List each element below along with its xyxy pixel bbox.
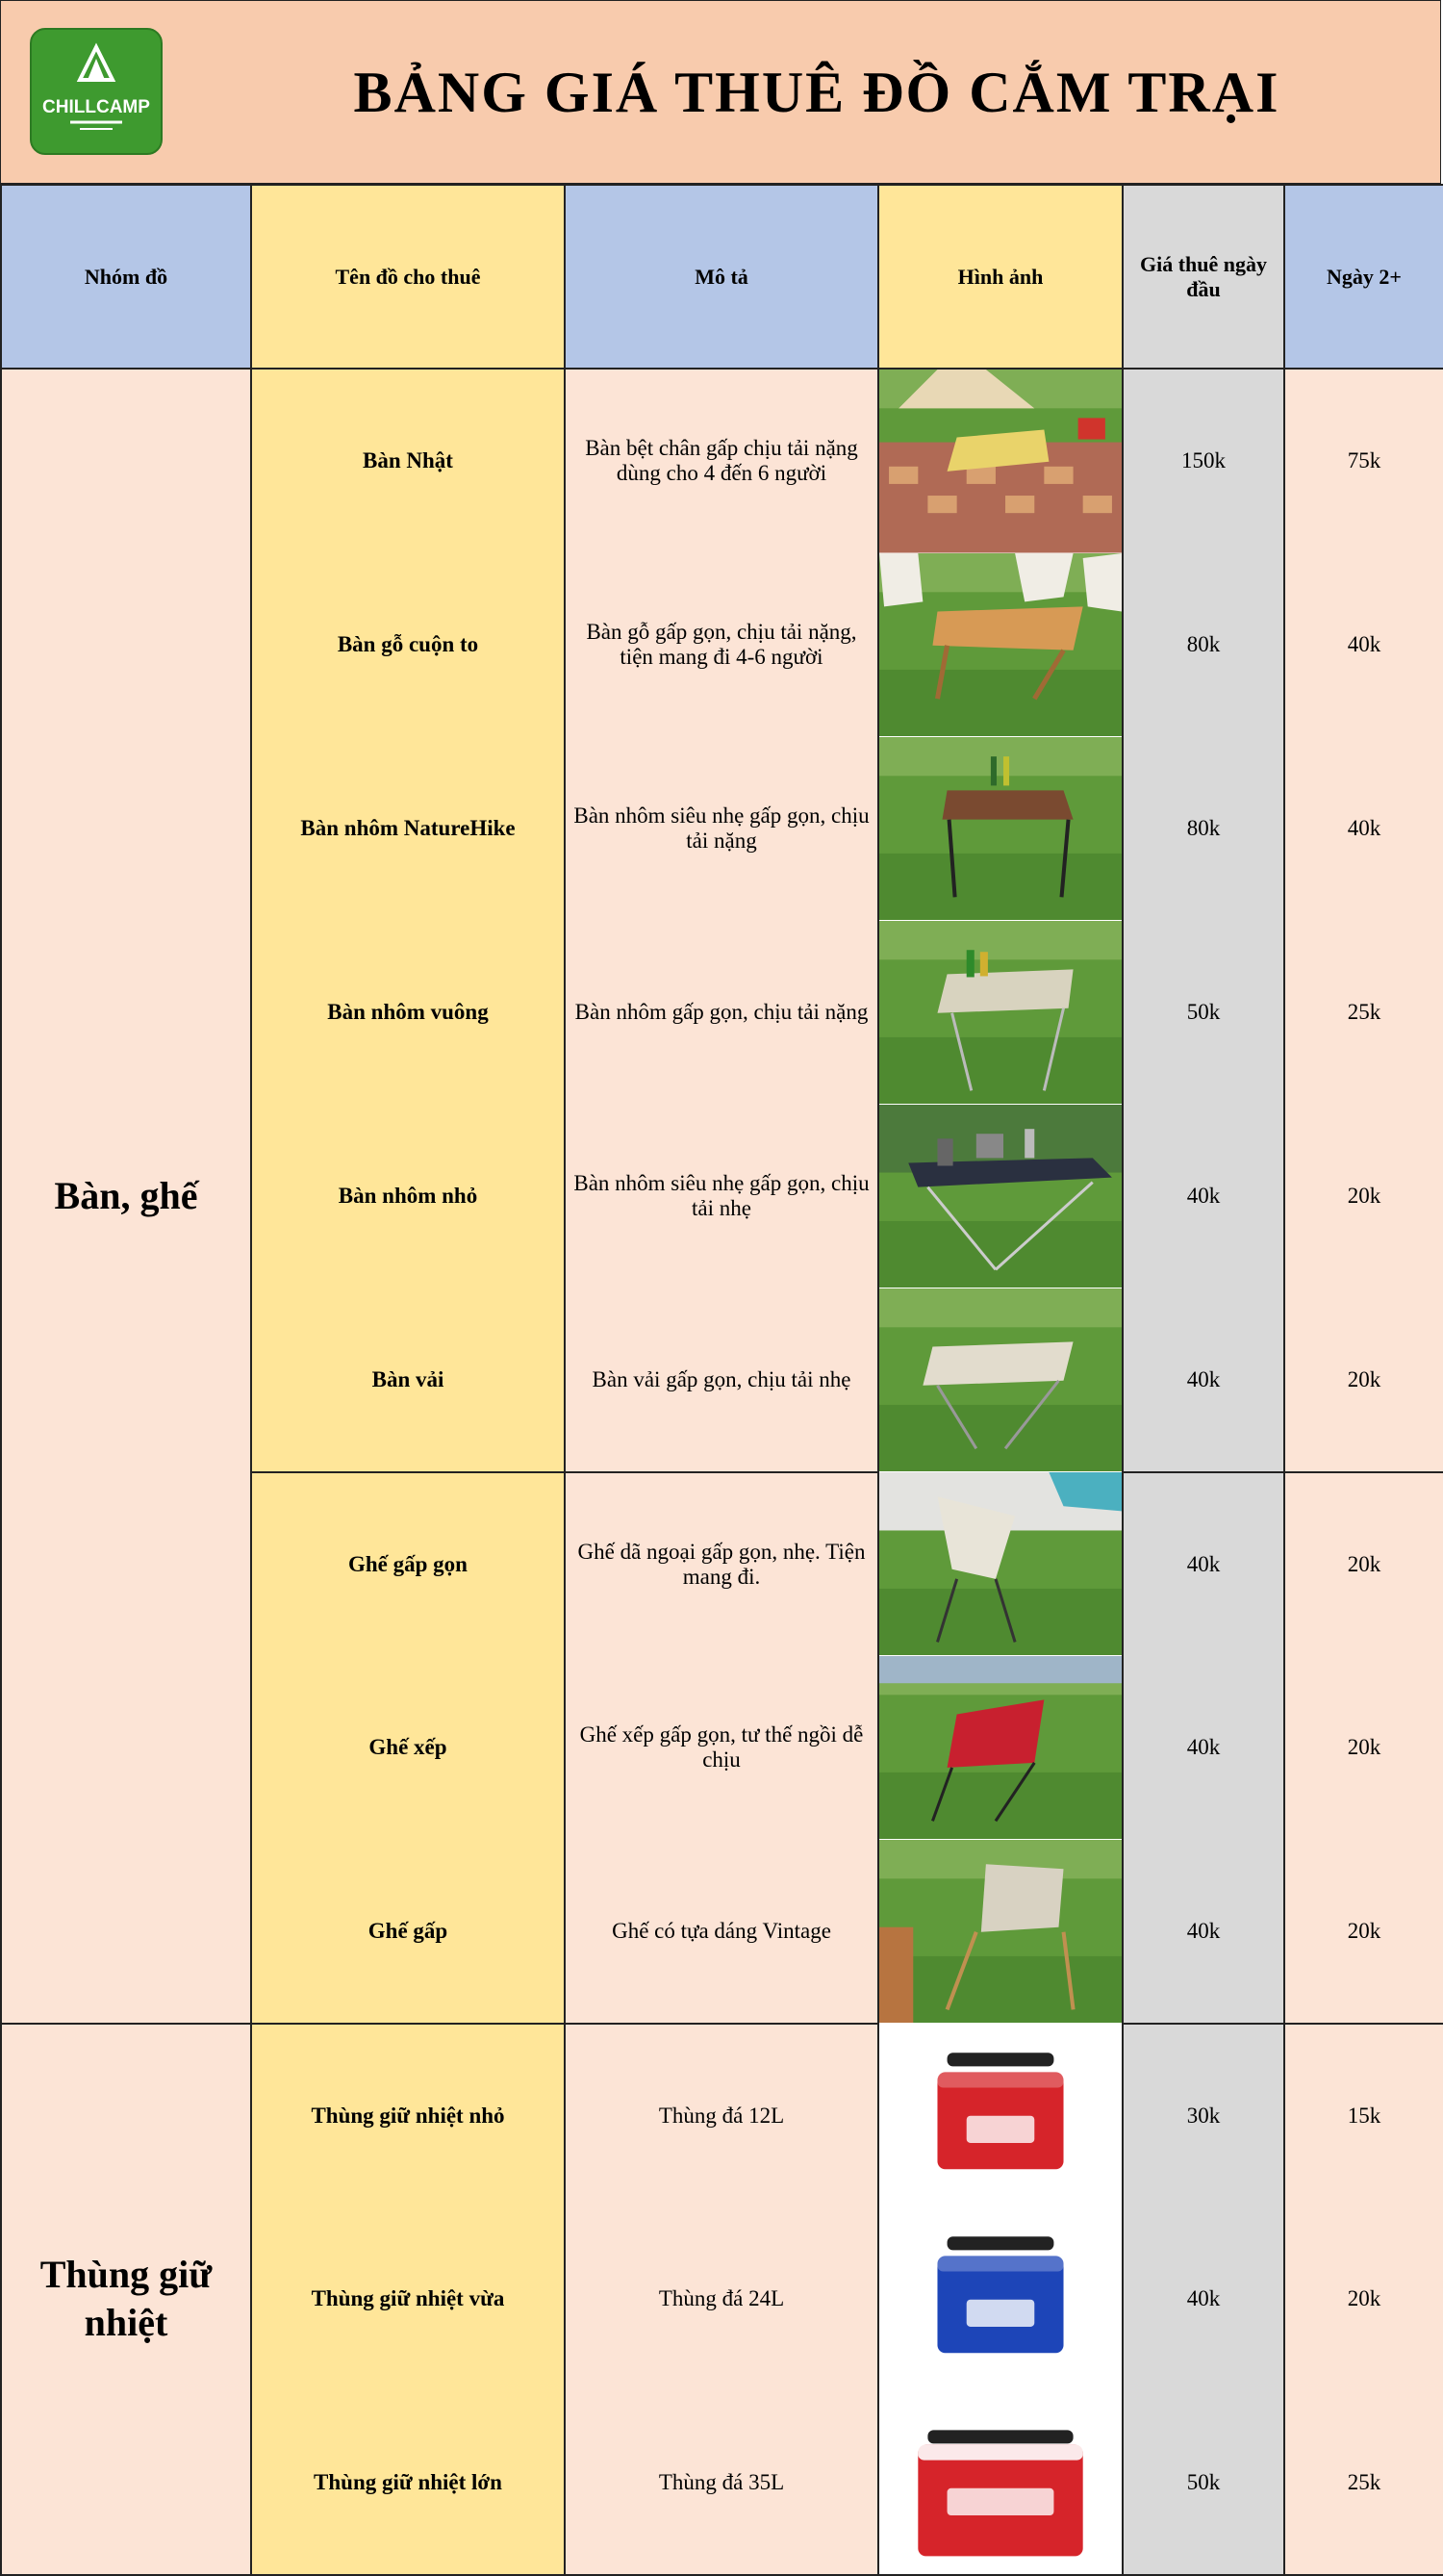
item-name: Thùng giữ nhiệt nhỏ (251, 2024, 565, 2207)
item-name: Bàn vải (251, 1288, 565, 1472)
picnic-table-photo (879, 370, 1122, 553)
price-day1: 40k (1123, 1656, 1284, 1840)
naturehike-table-photo (879, 737, 1122, 921)
price-day2: 25k (1284, 2391, 1443, 2576)
item-description: Bàn bệt chân gấp chịu tải nặng dùng cho 4 đến 6 người (565, 369, 878, 553)
item-name: Ghế gấp (251, 1840, 565, 2024)
item-name: Thùng giữ nhiệt lớn (251, 2391, 565, 2576)
col-header-desc: Mô tả (565, 185, 878, 369)
blue-cooler-24l-photo (879, 2207, 1122, 2391)
price-day1: 50k (1123, 2391, 1284, 2576)
price-day1: 40k (1123, 2207, 1284, 2391)
item-description: Bàn gỗ gấp gọn, chịu tải nặng, tiện mang đi 4-6 người (565, 553, 878, 737)
price-day1: 40k (1123, 1472, 1284, 1656)
item-image-cell (878, 553, 1123, 737)
item-name: Bàn nhôm vuông (251, 921, 565, 1105)
price-day2: 15k (1284, 2024, 1443, 2207)
item-description: Bàn vải gấp gọn, chịu tải nhẹ (565, 1288, 878, 1472)
item-image-cell (878, 2024, 1123, 2207)
red-cooler-12l-photo (879, 2024, 1122, 2207)
item-image-cell (878, 1105, 1123, 1288)
price-day2: 20k (1284, 1840, 1443, 2024)
price-day1: 40k (1123, 1105, 1284, 1288)
item-description: Ghế dã ngoại gấp gọn, nhẹ. Tiện mang đi. (565, 1472, 878, 1656)
vintage-chair-photo (879, 1840, 1122, 2024)
price-day2: 20k (1284, 1105, 1443, 1288)
price-day2: 40k (1284, 737, 1443, 921)
col-header-name: Tên đồ cho thuê (251, 185, 565, 369)
col-header-group: Nhóm đồ (1, 185, 251, 369)
col-header-image: Hình ảnh (878, 185, 1123, 369)
table-header-row (1, 185, 1443, 369)
price-day2: 25k (1284, 921, 1443, 1105)
item-name: Bàn gỗ cuộn to (251, 553, 565, 737)
item-image-cell (878, 369, 1123, 553)
item-name: Bàn nhôm nhỏ (251, 1105, 565, 1288)
item-description: Bàn nhôm siêu nhẹ gấp gọn, chịu tải nhẹ (565, 1105, 878, 1288)
item-image-cell (878, 921, 1123, 1105)
group-cell: Thùng giữ nhiệt (1, 2024, 251, 2576)
fabric-table-photo (879, 1288, 1122, 1472)
col-header-price-day1: Giá thuê ngày đầu (1123, 185, 1284, 369)
price-day2: 20k (1284, 1288, 1443, 1472)
col-header-price-day2: Ngày 2+ (1284, 185, 1443, 369)
item-name: Ghế xếp (251, 1656, 565, 1840)
price-day2: 20k (1284, 2207, 1443, 2391)
item-name: Bàn nhôm NatureHike (251, 737, 565, 921)
price-day1: 80k (1123, 737, 1284, 921)
logo-text: CHILLCAMP (42, 97, 150, 117)
wood-roll-table-photo (879, 553, 1122, 737)
item-image-cell (878, 1288, 1123, 1472)
item-image-cell (878, 1840, 1123, 2024)
folding-chair-photo (879, 1472, 1122, 1656)
item-image-cell (878, 1656, 1123, 1840)
table-row (1, 369, 1443, 553)
item-description: Thùng đá 12L (565, 2024, 878, 2207)
item-image-cell (878, 737, 1123, 921)
price-day2: 40k (1284, 553, 1443, 737)
page-title: BẢNG GIÁ THUÊ ĐỒ CẮM TRẠI (353, 61, 1280, 124)
price-day1: 40k (1123, 1288, 1284, 1472)
chillcamp-logo (30, 28, 163, 155)
item-image-cell (878, 2391, 1123, 2576)
item-name: Bàn Nhật (251, 369, 565, 553)
small-aluminum-table-photo (879, 1105, 1122, 1288)
item-name: Thùng giữ nhiệt vừa (251, 2207, 565, 2391)
item-image-cell (878, 2207, 1123, 2391)
item-description: Ghế xếp gấp gọn, tư thế ngồi dễ chịu (565, 1656, 878, 1840)
price-day2: 20k (1284, 1656, 1443, 1840)
price-day1: 150k (1123, 369, 1284, 553)
price-day2: 75k (1284, 369, 1443, 553)
price-table (0, 184, 1443, 2576)
group-cell: Bàn, ghế (1, 369, 251, 2024)
price-day1: 40k (1123, 1840, 1284, 2024)
red-cooler-35l-photo (879, 2391, 1122, 2575)
item-description: Bàn nhôm gấp gọn, chịu tải nặng (565, 921, 878, 1105)
item-description: Thùng đá 35L (565, 2391, 878, 2576)
price-day1: 50k (1123, 921, 1284, 1105)
red-chair-photo (879, 1656, 1122, 1840)
price-day1: 80k (1123, 553, 1284, 737)
item-description: Bàn nhôm siêu nhẹ gấp gọn, chịu tải nặng (565, 737, 878, 921)
table-row (1, 2024, 1443, 2207)
item-description: Ghế có tựa dáng Vintage (565, 1840, 878, 2024)
square-aluminum-table-photo (879, 921, 1122, 1105)
price-day1: 30k (1123, 2024, 1284, 2207)
item-description: Thùng đá 24L (565, 2207, 878, 2391)
page-header (0, 0, 1441, 184)
price-day2: 20k (1284, 1472, 1443, 1656)
item-name: Ghế gấp gọn (251, 1472, 565, 1656)
item-image-cell (878, 1472, 1123, 1656)
